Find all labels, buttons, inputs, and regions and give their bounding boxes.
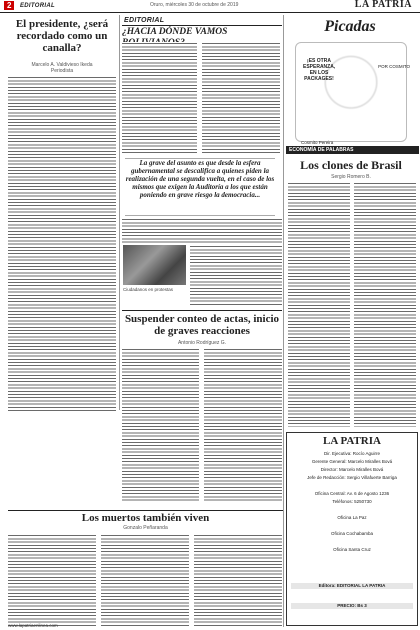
cartoon-artist: Cosmito Pereira bbox=[301, 140, 334, 145]
column-title: Los muertos también viven bbox=[81, 512, 210, 524]
editorial-body-col3 bbox=[122, 218, 282, 243]
economics-body-col1 bbox=[288, 182, 350, 427]
column-body-col2 bbox=[101, 534, 189, 626]
column-author: Gonzalo Peñaranda bbox=[123, 525, 168, 531]
masthead-logo: LA PATRIA bbox=[323, 435, 381, 447]
editorial-photo bbox=[123, 245, 186, 285]
editorial-photo-caption: Ciudadanos en protestas bbox=[123, 287, 174, 292]
masthead-line: Oficina Santa Cruz bbox=[333, 547, 371, 552]
economics-section-bar: ECONOMÍA DE PALABRAS bbox=[286, 146, 419, 154]
masthead-line: Oficina Cochabamba bbox=[330, 531, 374, 536]
masthead-line: Oficina La Paz bbox=[337, 515, 367, 520]
news-author: Antonio Rodríguez G. bbox=[177, 340, 227, 346]
masthead-line: Director: Marcelo Miralles Bová bbox=[320, 467, 384, 472]
editorial-body-col4 bbox=[190, 245, 282, 305]
masthead-bar: PRECIO: Bs 3 bbox=[291, 603, 413, 609]
cartoon-title: Picadas bbox=[324, 18, 376, 35]
column-body-col1 bbox=[8, 534, 96, 626]
editorial-body-col1 bbox=[122, 42, 197, 155]
section-label: EDITORIAL bbox=[20, 3, 55, 9]
column-rule bbox=[8, 510, 283, 511]
editorial-section-label: EDITORIAL bbox=[124, 17, 165, 24]
masthead-bar: Editora: EDITORIAL LA PATRIA bbox=[291, 583, 413, 589]
news-body-col1 bbox=[122, 348, 199, 503]
news-rule bbox=[122, 310, 282, 311]
page-number: 2 bbox=[4, 1, 14, 10]
editorial-pull-quote: La grave del asunto es que desde la esfera gubernamental se descalifica a quienes piden la realización de una segunda vuelta, en el caso de los mismos que exigen la Auditoría a los que están poniendo en grave riesgo la democracia... bbox=[125, 158, 275, 216]
economics-title: Los clones de Brasil bbox=[300, 158, 402, 172]
masthead-line: Teléfonos: 5250730 bbox=[332, 499, 372, 504]
masthead-line: Gerente General: Marcelo Miralles Bová bbox=[311, 459, 393, 464]
footer-url[interactable]: www.lapatriaenlinea.com bbox=[8, 623, 58, 628]
opinion-author-role: Periodista bbox=[50, 68, 74, 74]
opinion-author: Marcelo A. Valdivieso Ikeda bbox=[31, 62, 93, 68]
editorial-rule bbox=[122, 25, 282, 26]
opinion-body-text bbox=[8, 76, 116, 411]
cartoon-image bbox=[295, 42, 407, 142]
news-body-col2 bbox=[204, 348, 282, 503]
editorial-title: ¿HACIA DÓNDE VAMOS bbox=[122, 27, 228, 37]
opinion-title: El presidente, ¿será recordado como un canalla? bbox=[15, 18, 109, 54]
economics-body-col2 bbox=[354, 182, 416, 427]
column-divider bbox=[119, 15, 120, 410]
cartoon-speech-bubble: ¡ES OTRA ESPERANZA, EN LOS PACKAGES! bbox=[303, 58, 336, 82]
economics-author: Sergio Romero B. bbox=[331, 174, 371, 180]
page-header bbox=[0, 0, 420, 12]
brand-logo: LA PATRIA bbox=[354, 0, 412, 10]
masthead-line: Jefe de Redacción: Sergio Villafuerte Barriga bbox=[307, 475, 397, 480]
cartoon-credit: POR COSMITO bbox=[378, 64, 410, 69]
masthead-box bbox=[286, 432, 418, 626]
header-rule bbox=[0, 12, 420, 13]
masthead-line: Oficina Central: Av. 6 de Agosto 1236 bbox=[314, 491, 390, 496]
right-column-divider bbox=[283, 15, 284, 627]
editorial-body-col2 bbox=[202, 42, 280, 155]
column-body-col3 bbox=[194, 534, 282, 626]
dateline: Oruro, miércoles 30 de octubre de 2019 bbox=[150, 2, 239, 8]
news-title: Suspender conteo de actas, inicio de graves reacciones bbox=[124, 313, 280, 337]
masthead-line: Dir. Ejecutiva: Rocío Aguirre bbox=[323, 451, 381, 456]
